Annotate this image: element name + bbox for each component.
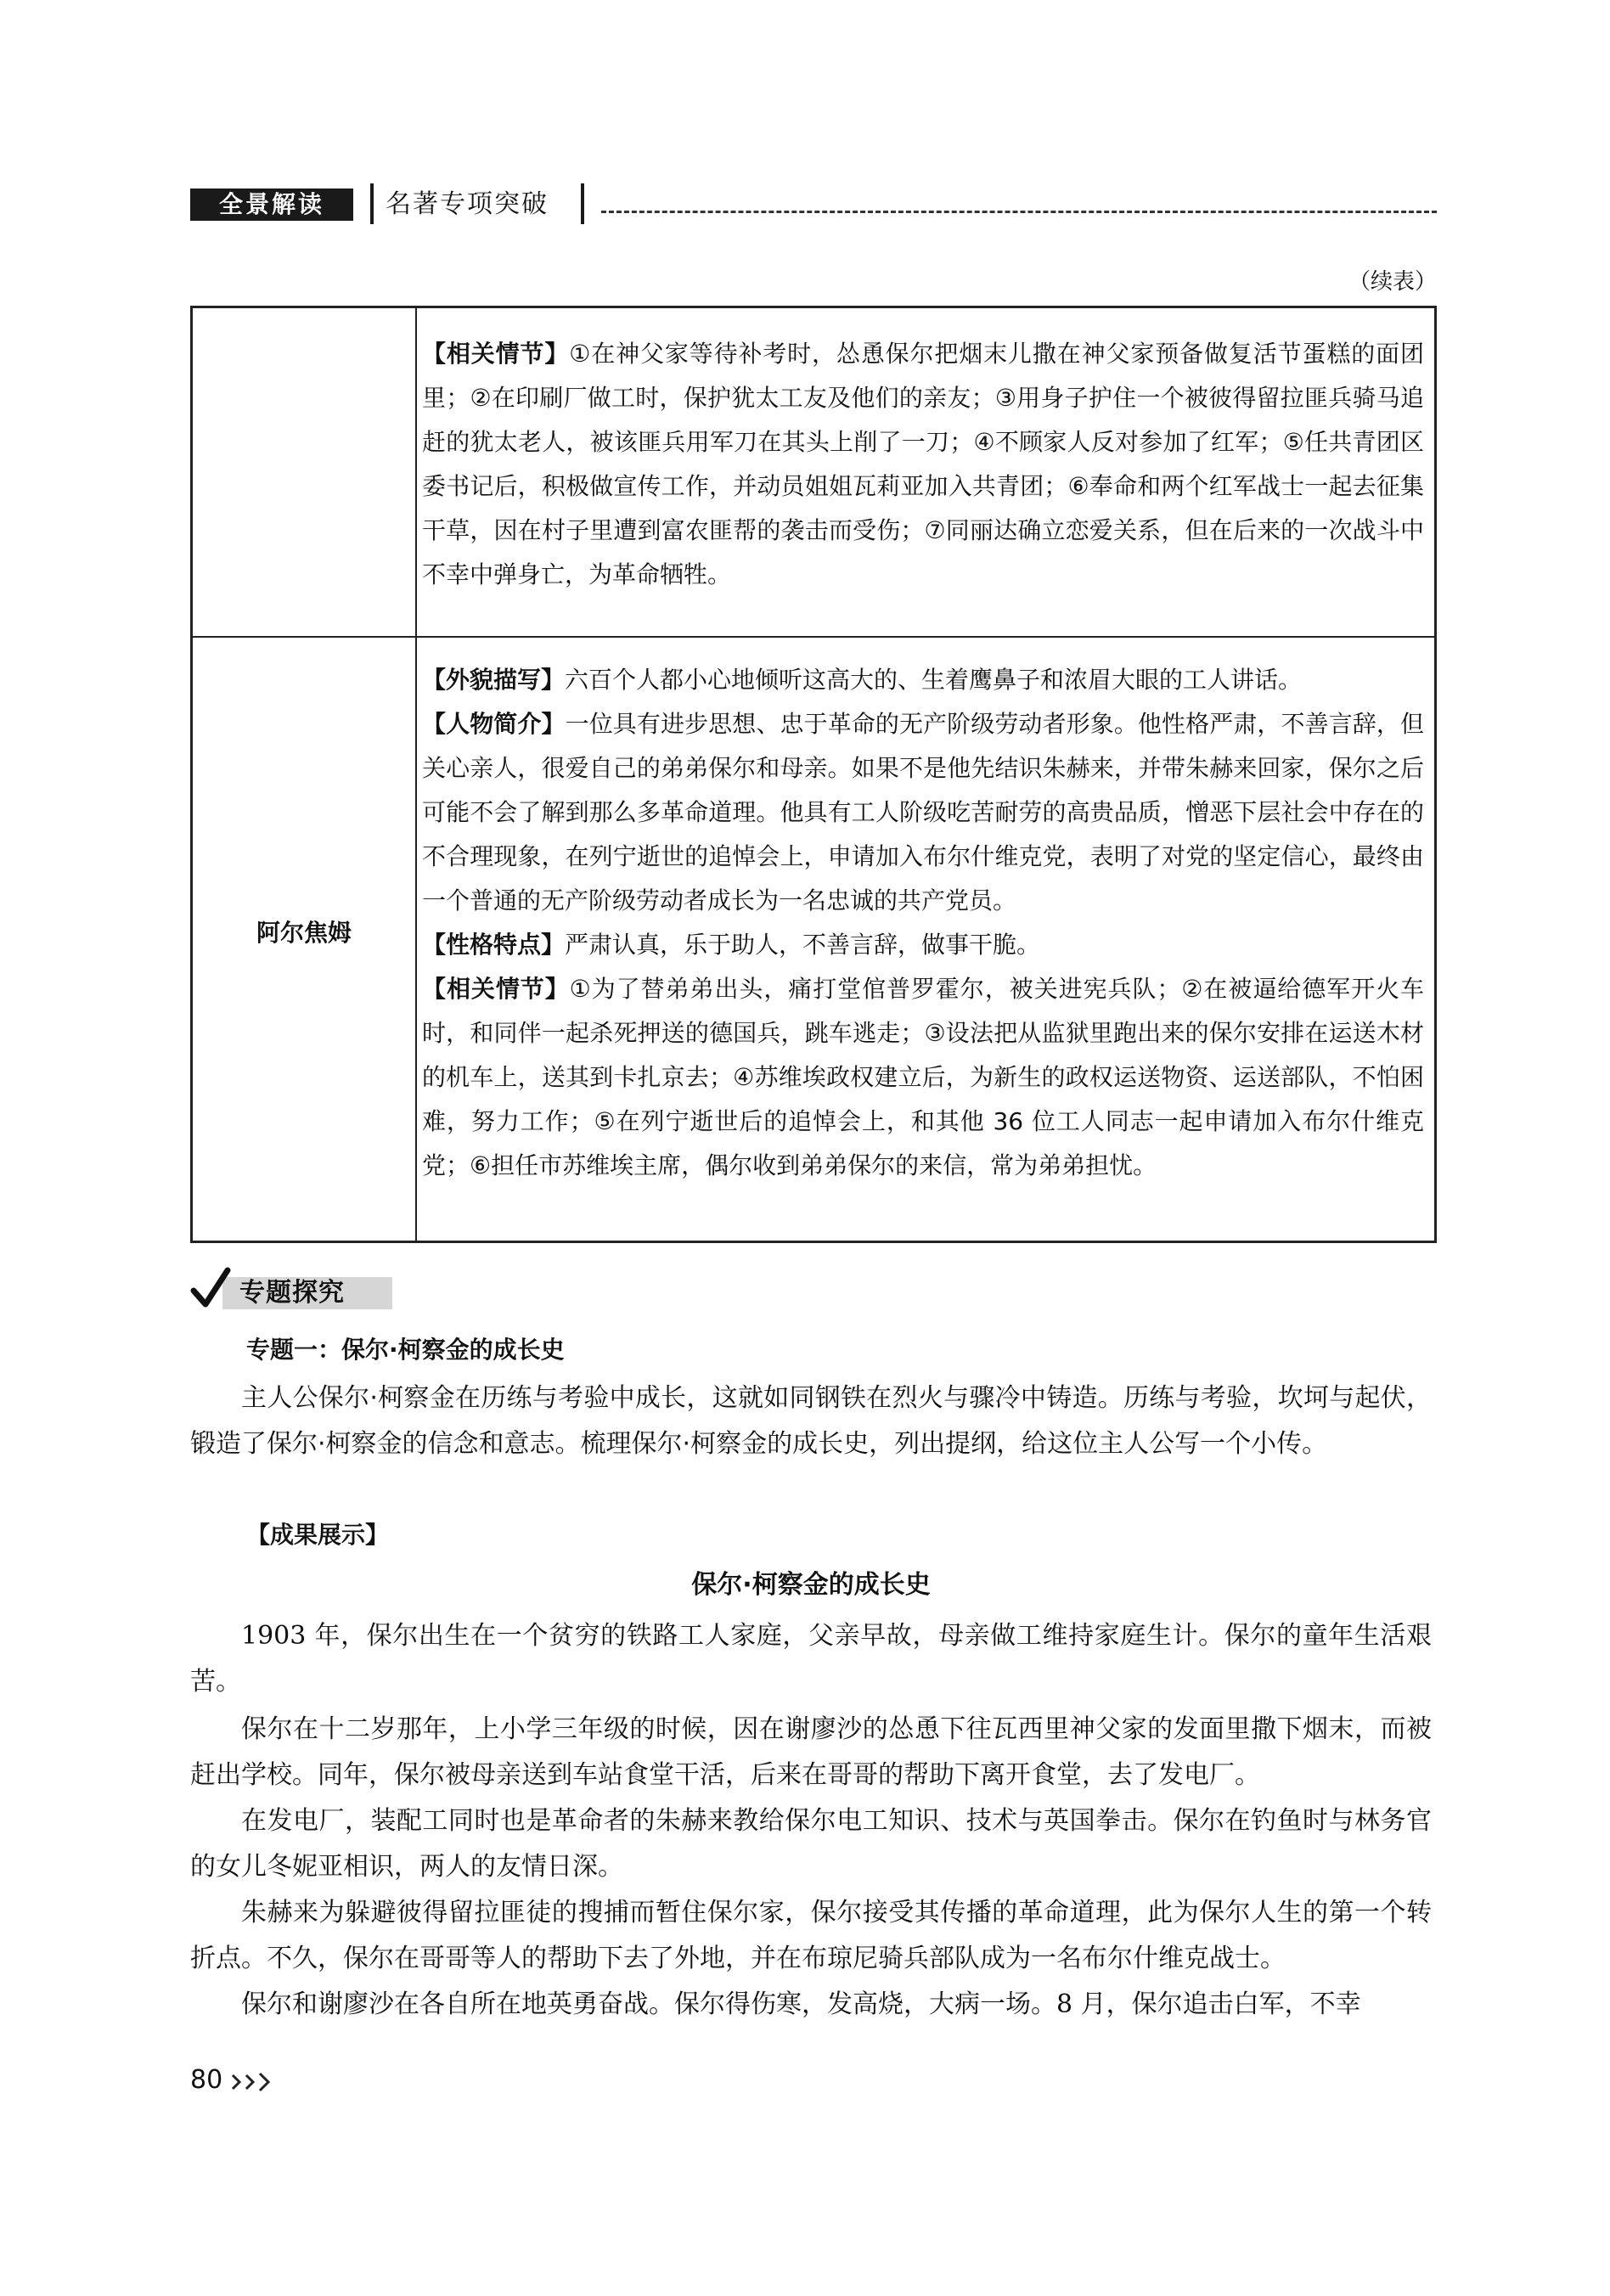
profile-label: 【人物简介】 [422,710,566,738]
header-dashed-rule [601,211,1437,213]
page-number: 80 [190,2065,223,2095]
article-paragraph: 1903 年，保尔出生在一个贫穷的铁路工人家庭，父亲早故，母亲做工维持家庭生计。保尔的童年生活艰苦。 [190,1621,1432,1697]
article-paragraph: 朱赫来为躲避彼得留拉匪徒的搜捕而暂住保尔家，保尔接受其传播的革命道理，此为保尔人生的第一个转折点。不久，保尔在哥哥等人的帮助下去了外地，并在布琼尼骑兵部队成为一名布尔什维克战士。 [190,1898,1432,1973]
appearance-paragraph [422,658,1424,702]
header-badge: 全景解读 [190,189,353,221]
article-paragraph: 保尔和谢廖沙在各自所在地英勇奋战。保尔得伤寒，发高烧，大病一场。8 月，保尔追击白军，不幸 [241,1989,1361,2019]
character-table [190,306,1437,1243]
header-divider [370,183,374,224]
traits-label: 【性格特点】 [422,931,566,959]
article-title: 保尔·柯察金的成长史 [691,1570,931,1600]
plot-text: ①为了替弟弟出头，痛打堂倌普罗霍尔，被关进宪兵队；②在被逼给德军开火车时，和同伴一起杀死押送的德国兵，跳车逃走；③设法把从监狱里跑出来的保尔安排在运送木材的机车上，送其到卡扎京去；④苏维埃政权建立后，为新生的政权运送物资、运送部队，不怕困难，努力工作；⑤在列宁逝世后的追悼会上，和其他 36 位工人同志一起申请加入布尔什维克党；⑥担任市苏维埃主席，偶尔收到弟弟保尔的来信，常为弟弟担忧。 [422,975,1424,1179]
page-header [190,189,1437,222]
plot-label: 【相关情节】 [422,975,570,1003]
continued-label: （续表） [1348,269,1437,295]
profile-paragraph [422,702,1424,923]
article-paragraph: 在发电厂，装配工同时也是革命者的朱赫来教给保尔电工知识、技术与英国拳击。保尔在钓鱼时与林务官的女儿冬妮亚相识，两人的友情日深。 [190,1806,1432,1882]
header-title: 名著专项突破 [386,189,549,219]
table-column-divider [415,308,417,1241]
section-heading [190,1270,394,1313]
table-row [422,658,1424,1188]
header-divider [581,183,584,224]
table-row-divider [193,636,1434,638]
intro-paragraph: 主人公保尔·柯察金在历练与考验中成长，这就如同钢铁在烈火与骤冷中铸造。历练与考验，坎坷与起伏，锻造了保尔·柯察金的信念和意志。梳理保尔·柯察金的成长史，列出提纲，给这位主人公写一个小传。 [190,1383,1432,1459]
checkmark-icon [190,1267,231,1311]
profile-text: 一位具有进步思想、忠于革命的无产阶级劳动者形象。他性格严肃，不善言辞，但关心亲人，很爱自己的弟弟保尔和母亲。如果不是他先结识朱赫来，并带朱赫来回家，保尔之后可能不会了解到那么多革命道理。他具有工人阶级吃苦耐劳的高贵品质，憎恶下层社会中存在的不合理现象，在列宁逝世的追悼会上，申请加入布尔什维克党，表明了对党的坚定信心，最终由一个普通的无产阶级劳动者成长为一名忠诚的共产党员。 [422,710,1424,914]
traits-text: 严肃认真，乐于助人，不善言辞，做事干脆。 [565,931,1041,959]
subtopic-title: 专题一：保尔·柯察金的成长史 [246,1336,565,1364]
table-row [422,332,1424,597]
plot-paragraph [422,332,1424,597]
appearance-text: 六百个人都小心地倾听这高大的、生着鹰鼻子和浓眉大眼的工人讲话。 [565,666,1303,694]
plot-text: ①在神父家等待补考时，怂恿保尔把烟末儿撒在神父家预备做复活节蛋糕的面团里；②在印刷厂做工时，保护犹太工友及他们的亲友；③用身子护住一个被彼得留拉匪兵骑马追赶的犹太老人，被该匪兵用军刀在其头上削了一刀；④不顾家人反对参加了红军；⑤任共青团区委书记后，积极做宣传工作，并动员姐姐瓦莉亚加入共青团；⑥奉命和两个红军战士一起去征集干草，因在村子里遭到富农匪帮的袭击而受伤；⑦同丽达确立恋爱关系，但在后来的一次战斗中不幸中弹身亡，为革命牺牲。 [422,340,1424,588]
plot-paragraph [422,967,1424,1188]
chevron-right-icon [229,2072,280,2092]
section-heading-label: 专题探究 [239,1278,345,1308]
traits-paragraph [422,923,1424,967]
plot-label: 【相关情节】 [422,340,570,368]
article-paragraph: 保尔在十二岁那年，上小学三年级的时候，因在谢廖沙的怂恿下往瓦西里神父家的发面里撒下烟末，而被赶出学校。同年，保尔被母亲送到车站食堂干活，后来在哥哥的帮助下离开食堂，去了发电厂。 [190,1714,1432,1790]
appearance-label: 【外貌描写】 [422,666,566,694]
result-label: 【成果展示】 [246,1521,390,1549]
character-name: 阿尔焦姆 [256,919,352,947]
